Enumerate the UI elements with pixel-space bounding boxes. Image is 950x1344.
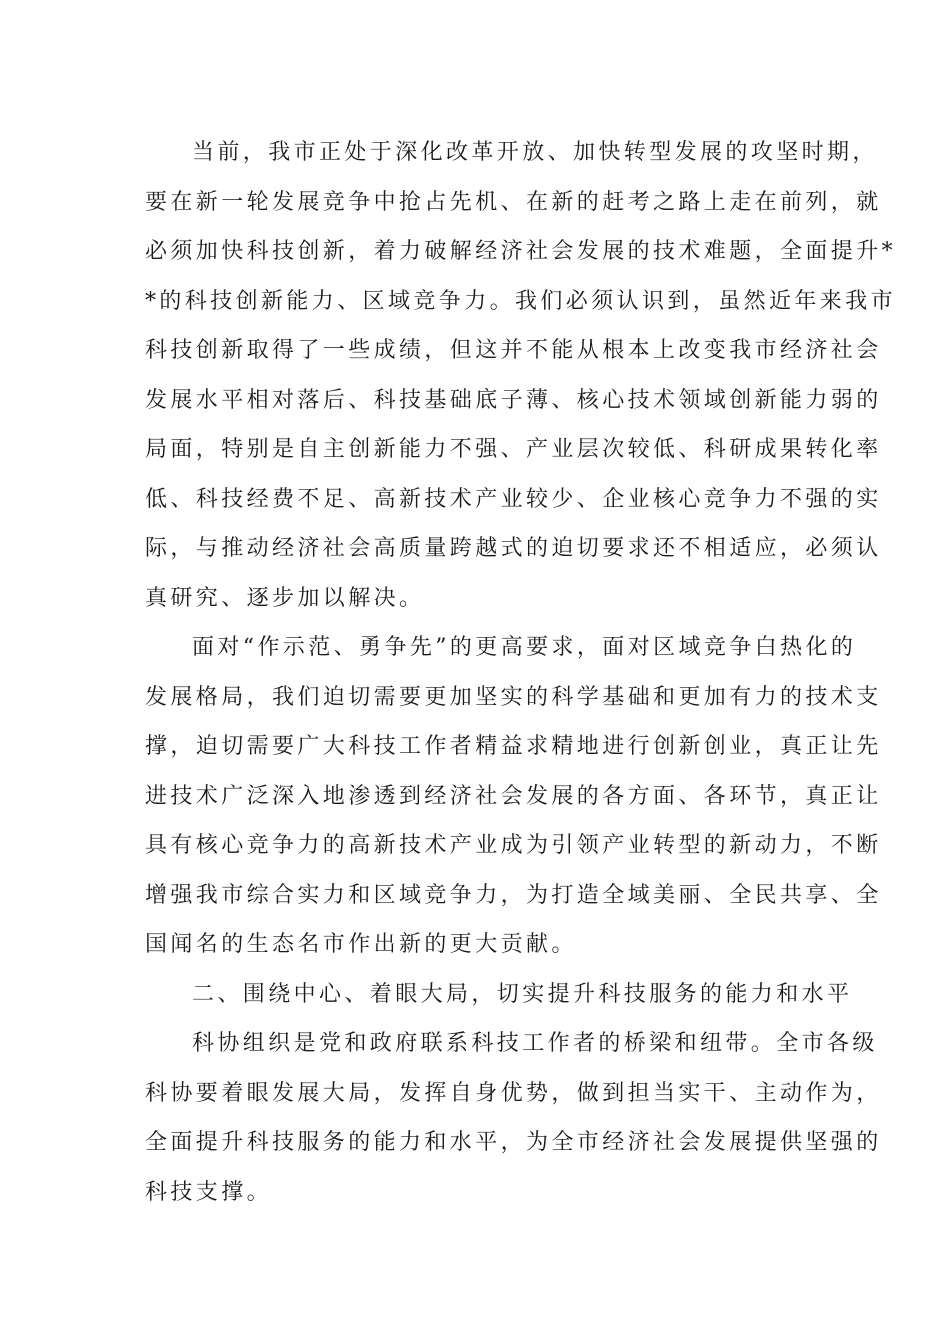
text-line: 发展格局，我们迫切需要更加坚实的科学基础和更加有力的技术支 bbox=[145, 684, 882, 710]
text-line: *的科技创新能力、区域竞争力。我们必须认识到，虽然近年来我市 bbox=[145, 288, 897, 314]
text-line: 科协组织是党和政府联系科技工作者的桥梁和纽带。全市各级 bbox=[192, 1031, 878, 1056]
paragraph-current-situation bbox=[145, 128, 897, 623]
text-line: 科技创新取得了一些成绩，但这并不能从根本上改变我市经济社会 bbox=[145, 338, 882, 363]
text-line: 要在新一轮发展竞争中抢占先机、在新的赶考之路上走在前列，就 bbox=[145, 189, 882, 215]
text-line: 局面，特别是自主创新能力不强、产业层次较低、科研成果转化率 bbox=[145, 437, 882, 462]
text-line: 低、科技经费不足、高新技术产业较少、企业核心竞争力不强的实 bbox=[145, 486, 882, 512]
text-line: 科技支撑。 bbox=[145, 1179, 273, 1205]
paragraph-higher-requirements bbox=[145, 623, 882, 970]
text-line: 撑，迫切需要广大科技工作者精益求精地进行创新创业，真正让先 bbox=[145, 734, 882, 759]
text-line: 当前，我市正处于深化改革开放、加快转型发展的攻坚时期， bbox=[192, 140, 878, 165]
text-line: 具有核心竞争力的高新技术产业成为引领产业转型的新动力，不断 bbox=[145, 833, 882, 858]
text-line: 真研究、逐步加以解决。 bbox=[145, 585, 425, 611]
text-line: 进技术广泛深入地渗透到经济社会发展的各方面、各环节，真正让 bbox=[145, 783, 882, 809]
text-line: 国闻名的生态名市作出新的更大贡献。 bbox=[145, 932, 577, 957]
heading-line: 二、围绕中心、着眼大局，切实提升科技服务的能力和水平 bbox=[192, 981, 853, 1007]
paragraph-science-association bbox=[145, 1019, 882, 1217]
text-line: 全面提升科技服务的能力和水平，为全市经济社会发展提供坚强的 bbox=[145, 1130, 882, 1155]
document-body bbox=[145, 128, 897, 1217]
section-heading bbox=[145, 970, 853, 1020]
text-line: 科协要着眼发展大局，发挥自身优势，做到担当实干、主动作为， bbox=[145, 1080, 882, 1106]
text-line: 必须加快科技创新，着力破解经济社会发展的技术难题，全面提升* bbox=[145, 239, 897, 264]
text-line: 际，与推动经济社会高质量跨越式的迫切要求还不相适应，必须认 bbox=[145, 536, 882, 561]
text-line: 面对“作示范、勇争先”的更高要求，面对区域竞争白热化的 bbox=[192, 635, 857, 660]
text-line: 增强我市综合实力和区域竞争力，为打造全域美丽、全民共享、全 bbox=[145, 882, 882, 908]
text-line: 发展水平相对落后、科技基础底子薄、核心技术领域创新能力弱的 bbox=[145, 387, 882, 413]
